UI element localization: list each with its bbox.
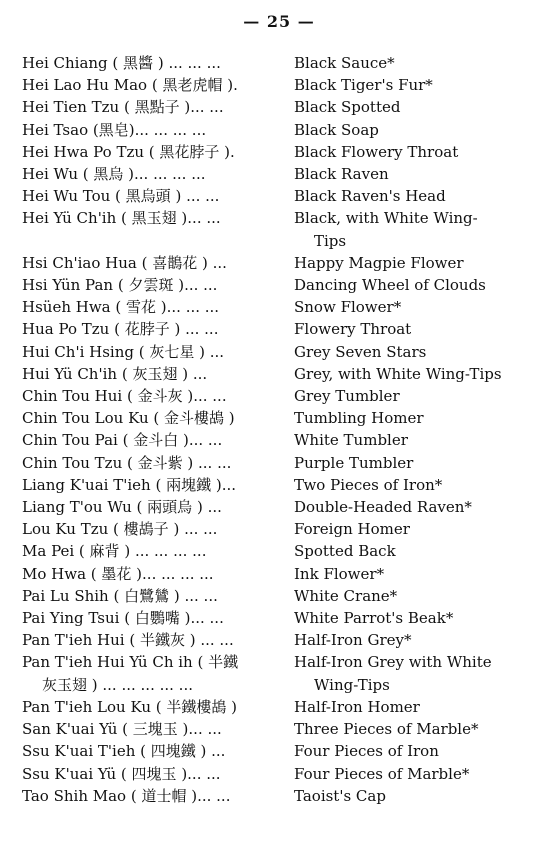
chinese-name: Hsi Yün Pan ( 夕雲斑 )... ... (22, 276, 218, 295)
chinese-name: Hei Tien Tzu ( 黑點子 )... ... (22, 98, 224, 117)
english-name-cell (294, 185, 542, 207)
glossary-entry (22, 318, 542, 340)
glossary-entry (22, 563, 542, 585)
glossary-entry (22, 141, 542, 163)
chinese-name-cell (22, 252, 294, 274)
chinese-name-cell (22, 563, 294, 585)
english-name-cell (294, 518, 542, 540)
chinese-name-cell (22, 474, 294, 496)
english-name: Three Pieces of Marble* (294, 720, 479, 739)
english-name: Black Soap (294, 120, 379, 139)
glossary-entry (22, 651, 542, 695)
glossary-entry (22, 207, 542, 251)
glossary-entry (22, 341, 542, 363)
chinese-name: Hei Wu Tou ( 黑烏頭 ) ... ... (22, 187, 220, 206)
glossary-entry (22, 119, 542, 141)
glossary-entry (22, 540, 542, 562)
chinese-name-cell (22, 318, 294, 340)
english-name-cell (294, 274, 542, 296)
english-name-cell (294, 429, 542, 451)
chinese-name-cell (22, 52, 294, 74)
chinese-name-cell (22, 763, 294, 785)
english-name: Black Flowery Throat (294, 142, 459, 161)
chinese-name-cell (22, 141, 294, 163)
english-name-cell (294, 296, 542, 318)
english-name-cell (294, 629, 542, 651)
chinese-name-cell (22, 585, 294, 607)
english-name: Double-Headed Raven* (294, 498, 472, 517)
english-name-cell (294, 119, 542, 141)
chinese-name: Pan T'ieh Hui ( 半鐵灰 ) ... ... (22, 631, 234, 650)
english-name-cell (294, 207, 542, 251)
glossary-entry (22, 785, 542, 807)
english-name-cell (294, 496, 542, 518)
glossary-entry (22, 696, 542, 718)
glossary-entry (22, 296, 542, 318)
english-name: Four Pieces of Marble* (294, 764, 470, 783)
english-name: Spotted Back (294, 542, 396, 561)
glossary-entry (22, 452, 542, 474)
glossary-entry (22, 763, 542, 785)
glossary-entry (22, 718, 542, 740)
chinese-name-cell (22, 363, 294, 385)
english-name: Grey, with White Wing-Tips (294, 364, 502, 383)
english-name: White Parrot's Beak* (294, 609, 454, 628)
glossary-list (22, 52, 542, 807)
english-name: Four Pieces of Iron (294, 742, 439, 761)
english-name: Black Raven (294, 165, 389, 184)
chinese-name-cell (22, 496, 294, 518)
glossary-entry (22, 585, 542, 607)
english-name-cell (294, 141, 542, 163)
chinese-name: Mo Hwa ( 墨花 )... ... ... ... (22, 564, 214, 583)
english-name-cell (294, 651, 542, 695)
chinese-name-cell (22, 163, 294, 185)
chinese-name: Chin Tou Pai ( 金斗白 )... ... (22, 431, 223, 450)
glossary-entry (22, 385, 542, 407)
english-name: Tumbling Homer (294, 409, 424, 428)
english-name: Purple Tumbler (294, 453, 414, 472)
chinese-name: Liang T'ou Wu ( 兩頭烏 ) ... (22, 498, 222, 517)
chinese-name-cell (22, 740, 294, 762)
chinese-name: Hua Po Tzu ( 花脖子 ) ... ... (22, 320, 219, 339)
english-name-continuation: Wing-Tips (314, 675, 390, 694)
glossary-entry (22, 518, 542, 540)
chinese-name: Tao Shih Mao ( 道士帽 )... ... (22, 786, 231, 805)
english-name-cell (294, 740, 542, 762)
english-name: Black Raven's Head (294, 187, 446, 206)
chinese-name: Hsi Ch'iao Hua ( 喜鵲花 ) ... (22, 253, 227, 272)
chinese-name: Ssu K'uai Yü ( 四塊玉 )... ... (22, 764, 221, 783)
english-name-cell (294, 696, 542, 718)
chinese-name: Pan T'ieh Hui Yü Ch ih ( 半鐵 (22, 653, 239, 672)
english-name: Half-Iron Homer (294, 697, 420, 716)
glossary-entry (22, 52, 542, 74)
english-name-cell (294, 385, 542, 407)
chinese-name-cell (22, 274, 294, 296)
english-name: Taoist's Cap (294, 786, 386, 805)
chinese-name: Lou Ku Tzu ( 樓鴣子 ) ... ... (22, 520, 218, 539)
chinese-name-cell (22, 96, 294, 118)
english-name: Happy Magpie Flower (294, 253, 464, 272)
english-name-cell (294, 785, 542, 807)
chinese-name: Hei Chiang ( 黑醬 ) ... ... ... (22, 54, 221, 72)
chinese-name: Hei Wu ( 黑烏 )... ... ... ... (22, 165, 206, 184)
english-name: Flowery Throat (294, 320, 412, 339)
chinese-name-cell (22, 629, 294, 651)
chinese-name-cell (22, 407, 294, 429)
chinese-name: Hui Ch'i Hsing ( 灰七星 ) ... (22, 342, 225, 361)
english-name: Dancing Wheel of Clouds (294, 276, 486, 295)
chinese-name-cell (22, 540, 294, 562)
glossary-entry (22, 74, 542, 96)
chinese-name: Ma Pei ( 麻背 ) ... ... ... ... (22, 542, 207, 561)
glossary-entry (22, 740, 542, 762)
glossary-entry (22, 407, 542, 429)
chinese-name: Liang K'uai T'ieh ( 兩塊鐵 )... (22, 475, 237, 494)
chinese-name: Hui Yü Ch'ih ( 灰玉翅 ) ... (22, 364, 208, 383)
chinese-name-cell (22, 429, 294, 451)
chinese-name-cell (22, 452, 294, 474)
chinese-name-cell (22, 518, 294, 540)
english-name: Half-Iron Grey with White (294, 653, 492, 672)
english-name: Grey Tumbler (294, 387, 400, 406)
chinese-name: Chin Tou Tzu ( 金斗紫 ) ... ... (22, 453, 232, 472)
glossary-entry (22, 274, 542, 296)
english-name: Half-Iron Grey* (294, 631, 412, 650)
chinese-name-cell (22, 651, 294, 695)
english-name-cell (294, 452, 542, 474)
english-name-cell (294, 585, 542, 607)
english-name: Two Pieces of Iron* (294, 475, 443, 494)
english-name: White Crane* (294, 586, 398, 605)
chinese-name: Hsüeh Hwa ( 雪花 )... ... ... (22, 298, 220, 317)
english-name: Black Sauce* (294, 54, 395, 72)
chinese-name: Ssu K'uai T'ieh ( 四塊鐵 ) ... (22, 742, 226, 761)
chinese-name-cell (22, 74, 294, 96)
english-name-cell (294, 318, 542, 340)
english-name: Black Tiger's Fur* (294, 76, 433, 95)
glossary-entry (22, 496, 542, 518)
glossary-entry (22, 363, 542, 385)
english-name: White Tumbler (294, 431, 408, 450)
chinese-name-cell (22, 696, 294, 718)
english-name-cell (294, 341, 542, 363)
chinese-name-continuation: 灰玉翅 ) ... ... ... ... ... (42, 675, 193, 694)
glossary-entry (22, 252, 542, 274)
english-name-cell (294, 763, 542, 785)
english-name-cell (294, 407, 542, 429)
english-name-cell (294, 52, 542, 74)
english-name: Black, with White Wing- (294, 209, 478, 228)
english-name: Ink Flower* (294, 564, 385, 583)
glossary-entry (22, 96, 542, 118)
chinese-name-cell (22, 607, 294, 629)
chinese-name: Pan T'ieh Lou Ku ( 半鐵樓鴣 ) (22, 697, 237, 716)
english-name-cell (294, 474, 542, 496)
glossary-entry (22, 474, 542, 496)
chinese-name-cell (22, 718, 294, 740)
chinese-name: Hei Tsao (黑皂)... ... ... ... (22, 120, 207, 139)
page-number: — 25 — (243, 12, 315, 31)
english-name-cell (294, 563, 542, 585)
english-name-cell (294, 163, 542, 185)
chinese-name-cell (22, 207, 294, 229)
english-name-continuation: Tips (314, 231, 347, 250)
english-name-cell (294, 363, 542, 385)
chinese-name-cell (22, 119, 294, 141)
glossary-entry (22, 629, 542, 651)
glossary-entry (22, 607, 542, 629)
chinese-name-cell (22, 385, 294, 407)
english-name: Snow Flower* (294, 298, 402, 317)
chinese-name: Chin Tou Hui ( 金斗灰 )... ... (22, 387, 227, 406)
chinese-name: Pai Ying Tsui ( 白鸚嘴 )... ... (22, 609, 224, 628)
chinese-name: San K'uai Yü ( 三塊玉 )... ... (22, 720, 222, 739)
chinese-name-cell (22, 785, 294, 807)
glossary-entry (22, 163, 542, 185)
chinese-name: Pai Lu Shih ( 白鷺鷥 ) ... ... (22, 586, 218, 605)
english-name: Black Spotted (294, 98, 401, 117)
english-name: Grey Seven Stars (294, 342, 427, 361)
chinese-name: Hei Yü Ch'ih ( 黑玉翅 )... ... (22, 209, 221, 228)
glossary-entry (22, 429, 542, 451)
chinese-name-cell (22, 341, 294, 363)
english-name-cell (294, 607, 542, 629)
english-name-cell (294, 252, 542, 274)
chinese-name: Hei Lao Hu Mao ( 黑老虎帽 ). (22, 76, 238, 95)
english-name-cell (294, 718, 542, 740)
chinese-name: Chin Tou Lou Ku ( 金斗樓鴣 ) (22, 409, 235, 428)
chinese-name: Hei Hwa Po Tzu ( 黑花脖子 ). (22, 142, 235, 161)
chinese-name-cell (22, 296, 294, 318)
english-name-cell (294, 540, 542, 562)
glossary-entry (22, 185, 542, 207)
chinese-name-cell (22, 185, 294, 207)
english-name-cell (294, 96, 542, 118)
english-name: Foreign Homer (294, 520, 410, 539)
english-name-cell (294, 74, 542, 96)
